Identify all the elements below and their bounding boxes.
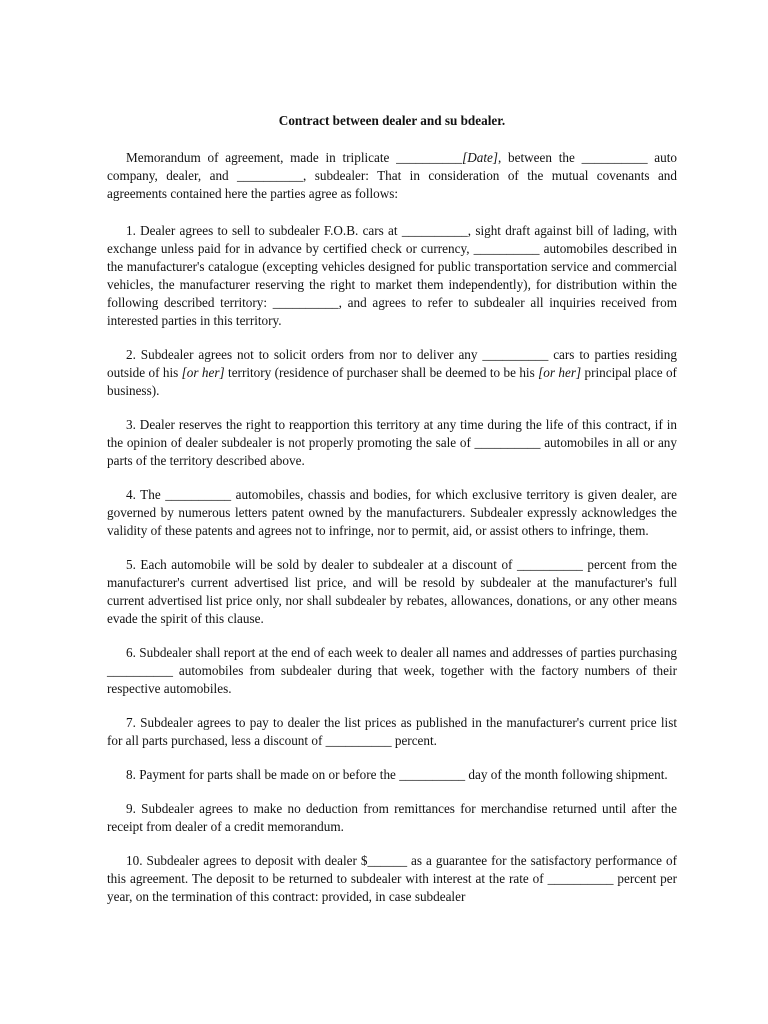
gender-placeholder: [or her] — [181, 365, 225, 380]
clause-4: 4. The __________ automobiles, chassis and bodies, for which exclusive territory is given dealer, are governed by numerous letters patent owned by the manufacturers. Subdealer expressly acknowledges the validity of these patents and agrees not to infringe, nor to permit, aid, or assist others to infringe, them. — [107, 487, 677, 538]
intro-paragraph: Memorandum of agreement, made in triplicate __________[Date], between the __________ auto company, dealer, and __________, subdealer: That in consideration of the mutual covenants and agreements contained here the parties agree as follows: — [107, 150, 677, 201]
clause-1: 1. Dealer agrees to sell to subdealer F.O.B. cars at __________, sight draft against bill of lading, with exchange unless paid for in advance by certified check or currency, __________ automobiles described in the manufacturer's catalogue (excepting vehicles designed for public transportation service and commercial vehicles, the manufacturer reserving the right to market them independently), for distribution within the following described territory: __________, and agrees to refer to subdealer all inquiries received from interested parties in this territory. — [107, 223, 677, 328]
clause-10: 10. Subdealer agrees to deposit with dealer $______ as a guarantee for the satisfactory performance of this agreement. The deposit to be returned to subdealer with interest at the rate of __________ percent per year, on the termination of this contract: provided, in case subdealer — [107, 853, 677, 904]
clause-6: 6. Subdealer shall report at the end of each week to dealer all names and addresses of parties purchasing __________ automobiles from subdealer during that week, together with the factory numbers of their respective automobiles. — [107, 645, 677, 696]
document-page — [107, 112, 677, 906]
date-placeholder: [Date] — [462, 150, 498, 165]
clause-8: 8. Payment for parts shall be made on or before the __________ day of the month following shipment. — [126, 767, 668, 782]
clause-7: 7. Subdealer agrees to pay to dealer the list prices as published in the manufacturer's current price list for all parts purchased, less a discount of __________ percent. — [107, 715, 677, 748]
document-title: Contract between dealer and su bdealer. — [278, 113, 506, 128]
clause-2: 2. Subdealer agrees not to solicit orders from nor to deliver any __________ cars to parties residing outside of his [or her] territory (residence of purchaser shall be deemed to be his [or her] principal place of business). — [107, 347, 677, 398]
clause-3: 3. Dealer reserves the right to reapportion this territory at any time during the life of this contract, if in the opinion of dealer subdealer is not properly promoting the sale of __________ automobiles in all or any parts of the territory described above. — [107, 417, 677, 468]
clause-5: 5. Each automobile will be sold by dealer to subdealer at a discount of __________ percent from the manufacturer's current advertised list price, and will be resold by subdealer at the manufacturer's full current advertised list price only, nor shall subdealer by rebates, allowances, donations, or any other means evade the spirit of this clause. — [107, 557, 677, 626]
clause-9: 9. Subdealer agrees to make no deduction from remittances for merchandise returned until after the receipt from dealer of a credit memorandum. — [107, 801, 677, 834]
gender-placeholder: [or her] — [538, 365, 582, 380]
